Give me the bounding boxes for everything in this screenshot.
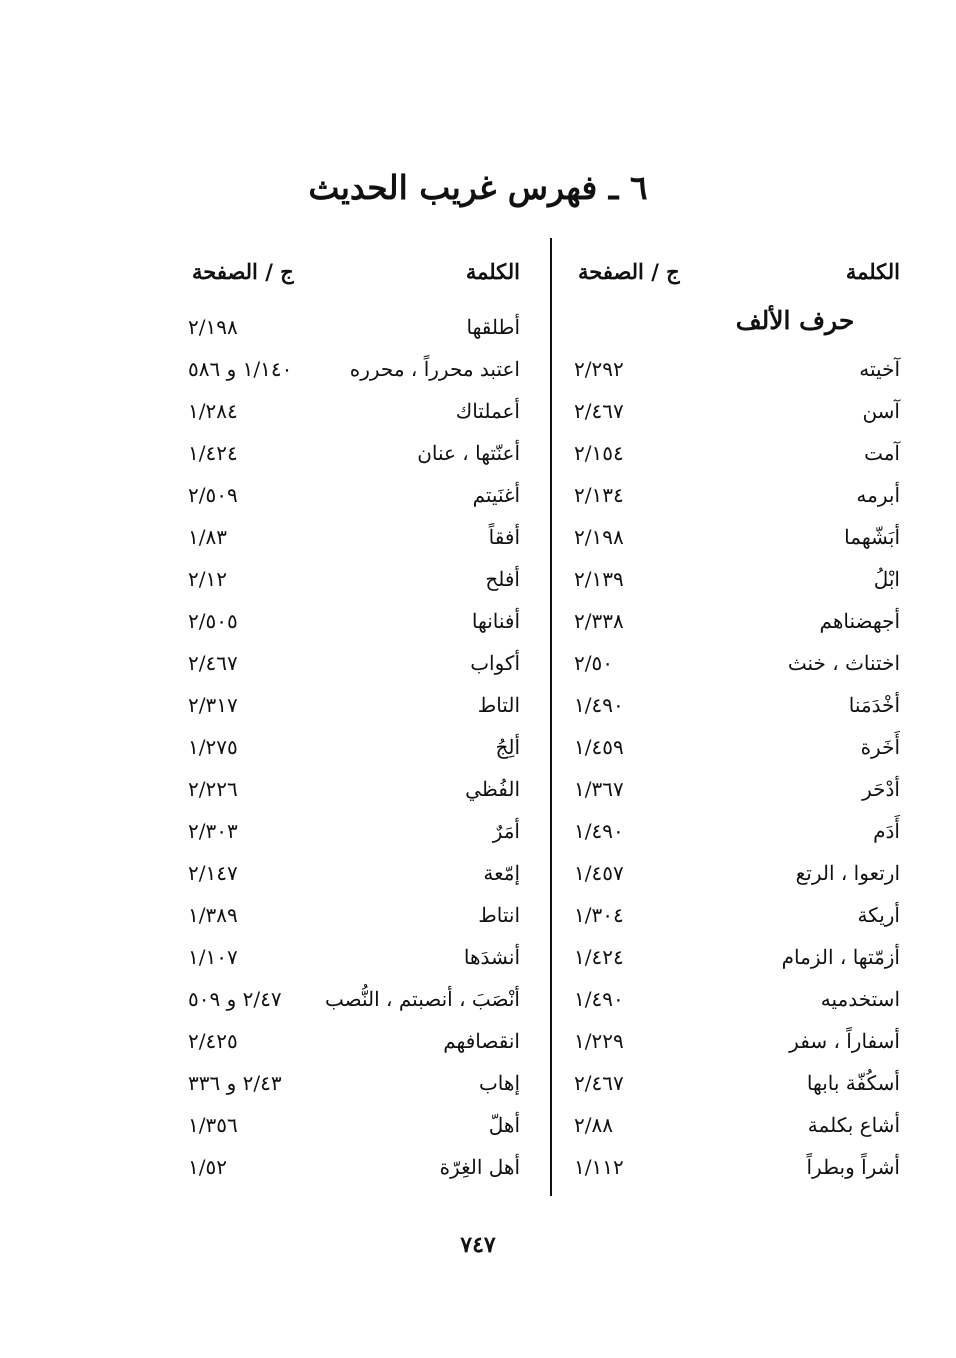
column-divider [550,238,552,1196]
entry-word: ألِجُ [495,735,520,759]
entry-ref: ٢/٨٨ [574,1113,613,1137]
entry-word: ابْلُ [873,567,900,591]
index-entry [560,978,900,1020]
right-column-rows [560,348,900,1188]
entry-ref: ١/٥٢ [188,1155,227,1179]
index-entry [174,1104,520,1146]
entry-word: أزمّتها ، الزمام [781,945,900,969]
entry-word: أَدَم [873,819,900,843]
entry-ref: ١/٤٥٩ [574,735,624,759]
entry-word: أهل الغِرّة [439,1155,520,1179]
entry-word: أسكُفّة بابها [806,1071,900,1095]
entry-ref: ٢/٣٠٣ [188,819,238,843]
section-heading: حرف الألف [735,305,855,335]
entry-ref: ٢/١٢ [188,567,227,591]
entry-ref: ٢/١٥٤ [574,441,624,465]
right-column [560,250,900,1188]
entry-word: اعتبد محرراً ، محرره [349,357,520,381]
index-entry [560,600,900,642]
index-entry [560,432,900,474]
entry-ref: ١/٣٦٧ [574,777,624,801]
entry-word: أعملتاك [455,399,520,423]
index-entry [560,348,900,390]
entry-ref: ٢/٥٠٩ [188,483,238,507]
index-entry [560,642,900,684]
right-column-header [560,250,900,292]
index-entry [174,306,520,348]
entry-word: انقصافهم [443,1029,520,1053]
index-entry [560,474,900,516]
index-entry [560,936,900,978]
entry-ref: ٢/٤٢٥ [188,1029,238,1053]
entry-word: أريكة [857,903,900,927]
index-entry [560,810,900,852]
entry-ref: ٢/٢٢٦ [188,777,238,801]
entry-word: أفقاً [488,525,520,549]
entry-ref: ١/١١٢ [574,1155,624,1179]
index-entry [174,726,520,768]
entry-word: أمَرٌ [492,819,520,843]
entry-word: أفنانها [471,609,520,633]
index-entry [174,894,520,936]
ref-header: ج / الصفحة [192,258,294,284]
entry-word: آخيته [859,357,900,381]
index-entry [560,894,900,936]
entry-ref: ١/٤٩٠ [574,987,624,1011]
entry-ref: ١/٢٢٩ [574,1029,624,1053]
entry-ref: ١/٢٧٥ [188,735,238,759]
entry-word: أخْدَمَنا [848,693,900,717]
entry-word: ارتعوا ، الرتع [795,861,900,885]
entry-word: أفلح [485,567,520,591]
entry-word: أطلقها [466,315,520,339]
entry-ref: ٢/٤٣ و ٣٣٦ [188,1071,282,1095]
entry-ref: ١/٣٠٤ [574,903,624,927]
index-entry [174,1020,520,1062]
entry-ref: ١/١٠٧ [188,945,238,969]
index-entry [174,810,520,852]
entry-ref: ١/٤٢٤ [574,945,624,969]
entry-word: أكواب [470,651,520,675]
index-entry [560,1062,900,1104]
entry-ref: ٢/١٣٤ [574,483,624,507]
index-entry [174,852,520,894]
entry-ref: ٢/٤٦٧ [574,399,624,423]
entry-ref: ٢/١٩٨ [188,315,238,339]
index-entry [560,852,900,894]
index-entry [174,936,520,978]
entry-word: أشراً وبطراً [806,1155,900,1179]
entry-ref: ٢/٤٦٧ [188,651,238,675]
entry-ref: ١/٤٢٤ [188,441,238,465]
index-entry [560,684,900,726]
entry-word: أجهضناهم [819,609,900,633]
entry-word: أنشدَها [463,945,520,969]
entry-word: اختناث ، خنث [787,651,900,675]
page-title: ٦ ـ فهرس غريب الحديث [308,168,648,207]
index-entry [560,726,900,768]
index-entry [174,558,520,600]
index-entry [174,978,520,1020]
entry-word: أهلّ [488,1113,520,1137]
index-entry [174,600,520,642]
entry-word: استخدميه [820,987,900,1011]
page-number: ٧٤٧ [460,1232,496,1258]
entry-word: أسفاراً ، سفر [789,1029,900,1053]
index-entry [174,1062,520,1104]
index-entry [174,516,520,558]
entry-word: آمت [864,441,900,465]
entry-ref: ١/٨٣ [188,525,227,549]
entry-word: أدْحَر [862,777,900,801]
index-entry [560,1104,900,1146]
entry-ref: ٢/٥٠ [574,651,613,675]
entry-ref: ١/٤٥٧ [574,861,624,885]
entry-ref: ٢/٣١٧ [188,693,238,717]
index-entry [560,768,900,810]
entry-word: أغنَيتم [472,483,520,507]
word-header: الكلمة [465,258,520,284]
entry-ref: ٢/٤٧ و ٥٠٩ [188,987,282,1011]
entry-ref: ١/٤٩٠ [574,693,624,717]
entry-ref: ١/٣٨٩ [188,903,238,927]
entry-word: آسن [862,399,900,423]
entry-word: أَخَرة [860,735,900,759]
entry-ref: ١/٢٨٤ [188,399,238,423]
index-entry [174,474,520,516]
ref-header: ج / الصفحة [578,258,680,284]
entry-word: التاط [477,693,520,717]
entry-ref: ٢/٢٩٢ [574,357,624,381]
entry-ref: ١/٣٥٦ [188,1113,238,1137]
index-entry [560,516,900,558]
index-entry [560,1020,900,1062]
entry-word: الفُظي [465,777,520,801]
entry-word: أبرمه [856,483,900,507]
entry-ref: ١/٤٩٠ [574,819,624,843]
index-entry [174,390,520,432]
index-entry [174,348,520,390]
entry-word: أشاع بكلمة [807,1113,900,1137]
entry-ref: ٢/١٣٩ [574,567,624,591]
entry-word: إمّعة [483,861,520,885]
entry-word: إهاب [478,1071,520,1095]
index-entry [560,1146,900,1188]
index-entry [560,390,900,432]
word-header: الكلمة [845,258,900,284]
entry-ref: ٢/٥٠٥ [188,609,238,633]
index-entry [174,768,520,810]
index-entry [174,642,520,684]
left-column-rows [174,292,520,1188]
entry-ref: ٢/١٩٨ [574,525,624,549]
index-entry [174,432,520,474]
left-column [174,250,520,1188]
entry-word: انتاط [478,903,520,927]
index-entry [560,558,900,600]
left-column-header [174,250,520,292]
index-entry [174,1146,520,1188]
entry-ref: ٢/٤٦٧ [574,1071,624,1095]
entry-word: أبَشّهما [844,525,900,549]
entry-word: أعنّتها ، عنان [417,441,520,465]
entry-ref: ١/١٤٠ و ٥٨٦ [188,357,293,381]
index-entry [174,684,520,726]
entry-word: أنْصَبَ ، أنصبتم ، النُّصب [325,987,520,1011]
entry-ref: ٢/٣٣٨ [574,609,624,633]
entry-ref: ٢/١٤٧ [188,861,238,885]
